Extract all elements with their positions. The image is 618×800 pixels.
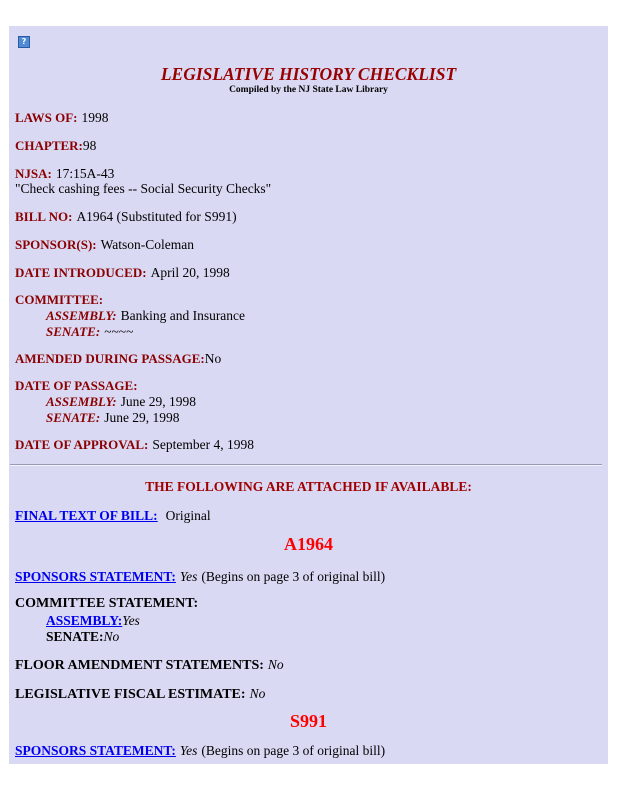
njsa-description: "Check cashing fees -- Social Security Checks" — [15, 181, 272, 196]
section-divider — [10, 464, 602, 466]
final-text-link[interactable]: FINAL TEXT OF BILL: — [15, 508, 158, 523]
a1964-floor-amendment-value: No — [267, 657, 284, 672]
sponsors-row — [15, 236, 194, 254]
a1964-floor-amendment-row — [15, 656, 284, 674]
a1964-sponsors-statement-link[interactable]: SPONSORS STATEMENT: — [15, 569, 176, 584]
laws-of-label: LAWS OF: — [15, 110, 78, 125]
date-of-approval-label: DATE OF APPROVAL: — [15, 437, 149, 452]
bill-no-value: A1964 (Substituted for S991) — [76, 209, 237, 224]
date-of-approval-value: September 4, 1998 — [152, 437, 254, 452]
passage-senate-value: June 29, 1998 — [104, 410, 180, 425]
amended-value: No — [204, 351, 222, 366]
final-text-row — [15, 507, 211, 525]
document-page — [9, 26, 608, 764]
a1964-committee-senate-value: No — [103, 629, 120, 644]
s991-sponsors-statement-link[interactable]: SPONSORS STATEMENT: — [15, 743, 176, 758]
bill-no-row — [15, 208, 237, 226]
date-of-passage-label: DATE OF PASSAGE: — [15, 378, 138, 393]
chapter-row — [15, 137, 96, 155]
passage-assembly-value: June 29, 1998 — [120, 394, 196, 409]
page-title: LEGISLATIVE HISTORY CHECKLIST — [160, 64, 457, 84]
date-introduced-label: DATE INTRODUCED: — [15, 265, 147, 280]
a1964-sponsors-row — [15, 568, 385, 586]
committee-label: COMMITTEE: — [15, 292, 104, 307]
committee-senate-label: SENATE: — [46, 324, 101, 339]
bill-no-label: BILL NO: — [15, 209, 73, 224]
passage-assembly-label: ASSEMBLY: — [46, 394, 117, 409]
a1964-committee-statement-label: COMMITTEE STATEMENT: — [15, 596, 199, 611]
final-text-value: Original — [165, 508, 211, 523]
a1964-sponsors-yes: Yes — [179, 569, 198, 584]
committee-senate-value: ~~~~ — [104, 324, 134, 339]
attached-heading: THE FOLLOWING ARE ATTACHED IF AVAILABLE: — [145, 479, 472, 494]
bill-a1964-heading: A1964 — [284, 534, 333, 554]
passage-senate-label: SENATE: — [46, 410, 101, 425]
s991-sponsors-yes: Yes — [179, 743, 198, 758]
committee-senate-row — [46, 323, 133, 341]
laws-of-row — [15, 109, 108, 127]
committee-assembly-label: ASSEMBLY: — [46, 308, 117, 323]
sponsors-value: Watson-Coleman — [100, 237, 195, 252]
njsa-value: 17:15A-43 — [55, 166, 115, 181]
a1964-floor-amendment-label: FLOOR AMENDMENT STATEMENTS: — [15, 658, 264, 673]
a1964-committee-assembly-value: Yes — [122, 613, 140, 628]
a1964-committee-senate-row — [46, 628, 119, 646]
a1964-sponsors-note: (Begins on page 3 of original bill) — [201, 569, 386, 584]
laws-of-value: 1998 — [81, 110, 109, 125]
bill-s991-heading: S991 — [289, 711, 327, 731]
a1964-fiscal-estimate-row — [15, 685, 265, 703]
committee-assembly-value: Banking and Insurance — [120, 308, 246, 323]
a1964-fiscal-estimate-value: No — [249, 686, 266, 701]
page-subtitle: Compiled by the NJ State Law Library — [229, 85, 388, 95]
sponsors-label: SPONSOR(S): — [15, 237, 97, 252]
chapter-value: 98 — [82, 138, 97, 153]
a1964-fiscal-estimate-label: LEGISLATIVE FISCAL ESTIMATE: — [15, 687, 246, 702]
date-introduced-value: April 20, 1998 — [150, 265, 230, 280]
amended-row — [15, 350, 221, 368]
njsa-label: NJSA: — [15, 166, 52, 181]
a1964-committee-assembly-link[interactable]: ASSEMBLY: — [46, 613, 123, 628]
help-icon[interactable]: ? — [18, 36, 30, 48]
a1964-committee-senate-label: SENATE: — [46, 629, 104, 644]
passage-senate-row — [46, 409, 180, 427]
date-of-approval-row — [15, 436, 254, 454]
date-introduced-row — [15, 264, 230, 282]
chapter-label: CHAPTER: — [15, 138, 83, 153]
amended-label: AMENDED DURING PASSAGE: — [15, 351, 205, 366]
s991-sponsors-row — [15, 742, 385, 760]
s991-sponsors-note: (Begins on page 3 of original bill) — [201, 743, 386, 758]
